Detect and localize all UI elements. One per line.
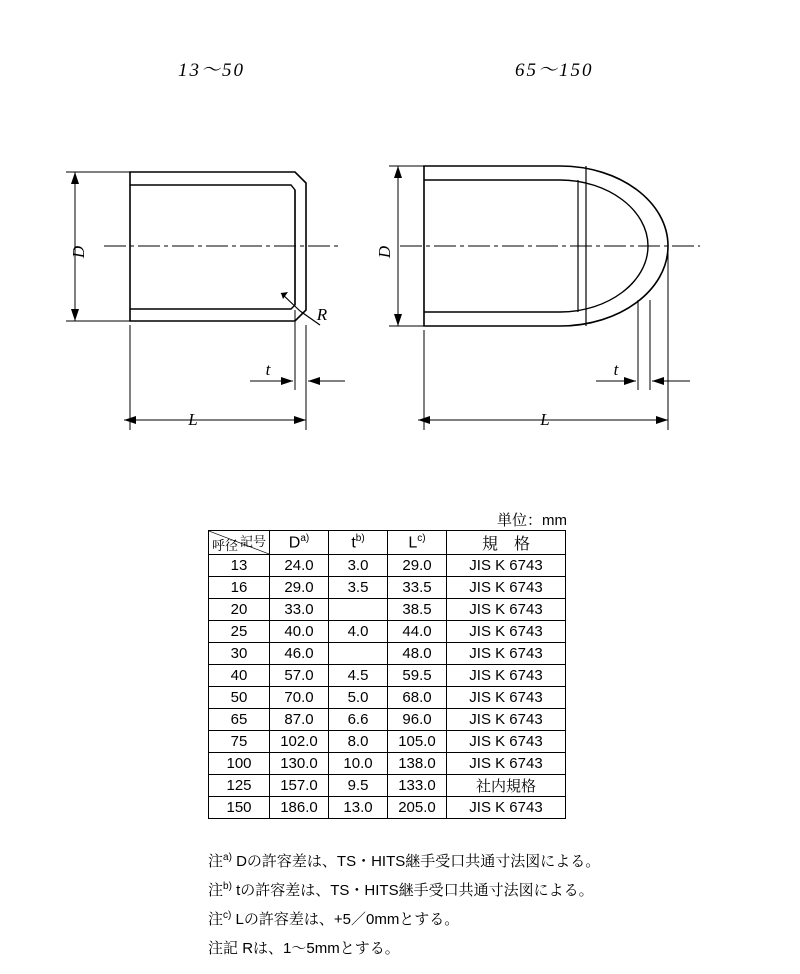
cell-d: 102.0 (270, 731, 329, 753)
left-figure-title: 13〜50 (178, 60, 246, 81)
cell-nominal-diameter: 65 (209, 709, 270, 731)
cell-t (329, 599, 388, 621)
cell-d: 70.0 (270, 687, 329, 709)
cell-nominal-diameter: 25 (209, 621, 270, 643)
cell-d: 57.0 (270, 665, 329, 687)
note-superscript: b) (223, 881, 232, 892)
note-superscript: a) (223, 852, 232, 863)
cell-l: 48.0 (388, 643, 447, 665)
header-d-text: D (288, 534, 301, 552)
cell-standard: JIS K 6743 (447, 577, 566, 599)
table-row (209, 599, 566, 621)
note-label: 注 (208, 853, 224, 870)
cell-standard: JIS K 6743 (447, 643, 566, 665)
cell-standard: JIS K 6743 (447, 621, 566, 643)
cell-d: 87.0 (270, 709, 329, 731)
header-d-sup: a) (300, 532, 310, 544)
header-l-sup: c) (417, 532, 426, 544)
left-d-label: D (69, 245, 88, 259)
cell-l: 68.0 (388, 687, 447, 709)
cell-t: 3.0 (329, 555, 388, 577)
header-symbol-diameter (209, 531, 270, 555)
header-t (329, 531, 388, 555)
header-l (388, 531, 447, 555)
cell-standard: JIS K 6743 (447, 599, 566, 621)
header-standard: 規 格 (447, 531, 566, 555)
table-row (209, 731, 566, 753)
header-t-sup: b) (355, 532, 365, 544)
cell-t: 6.6 (329, 709, 388, 731)
cell-d: 24.0 (270, 555, 329, 577)
table-row (209, 621, 566, 643)
cell-nominal-diameter: 125 (209, 775, 270, 797)
notes-block (208, 845, 600, 961)
cell-nominal-diameter: 13 (209, 555, 270, 577)
table-row (209, 797, 566, 819)
note-line (208, 874, 600, 903)
left-t-label: t (265, 360, 271, 379)
table-row (209, 775, 566, 797)
note-line (208, 845, 600, 874)
cell-standard: JIS K 6743 (447, 753, 566, 775)
left-r-label: R (316, 305, 328, 324)
cell-l: 138.0 (388, 753, 447, 775)
note-text: tの許容差は、TS・HITS継手受口共通寸法図による。 (236, 882, 594, 899)
cell-t: 3.5 (329, 577, 388, 599)
cell-l: 105.0 (388, 731, 447, 753)
note-text: Rは、1〜5mmとする。 (242, 940, 400, 957)
left-cap-outline (130, 172, 306, 321)
cell-l: 44.0 (388, 621, 447, 643)
header-nominal-label: 呼径 (212, 538, 239, 553)
cell-l: 38.5 (388, 599, 447, 621)
cell-nominal-diameter: 100 (209, 753, 270, 775)
cell-d: 157.0 (270, 775, 329, 797)
header-t-text: t (351, 534, 356, 552)
cell-standard: JIS K 6743 (447, 665, 566, 687)
cell-t: 8.0 (329, 731, 388, 753)
cell-standard: JIS K 6743 (447, 555, 566, 577)
cell-t: 13.0 (329, 797, 388, 819)
cell-d: 40.0 (270, 621, 329, 643)
note-label: 注記 (208, 940, 239, 957)
cell-t: 5.0 (329, 687, 388, 709)
cell-l: 205.0 (388, 797, 447, 819)
table-row (209, 577, 566, 599)
cell-t: 9.5 (329, 775, 388, 797)
header-l-text: L (408, 534, 418, 552)
table-row (209, 555, 566, 577)
cell-nominal-diameter: 20 (209, 599, 270, 621)
cell-standard: JIS K 6743 (447, 687, 566, 709)
note-superscript: c) (223, 910, 232, 921)
cell-nominal-diameter: 40 (209, 665, 270, 687)
left-l-label: L (188, 410, 198, 429)
cell-nominal-diameter: 150 (209, 797, 270, 819)
header-d (270, 531, 329, 555)
right-l-label: L (540, 410, 550, 429)
cell-l: 33.5 (388, 577, 447, 599)
cell-d: 130.0 (270, 753, 329, 775)
table-header-row (209, 531, 566, 555)
header-symbol-label: 記号 (239, 534, 266, 549)
right-figure-title: 65〜150 (515, 60, 594, 81)
cell-nominal-diameter: 75 (209, 731, 270, 753)
cell-nominal-diameter: 50 (209, 687, 270, 709)
cell-nominal-diameter: 30 (209, 643, 270, 665)
cell-t: 4.0 (329, 621, 388, 643)
right-d-label: D (375, 245, 394, 259)
note-label: 注 (208, 911, 224, 928)
table-row (209, 709, 566, 731)
cell-standard: 社内規格 (447, 775, 566, 797)
right-t-label: t (613, 360, 619, 379)
specification-table (208, 530, 566, 819)
unit-note: 単位：mm (497, 512, 567, 529)
cell-standard: JIS K 6743 (447, 709, 566, 731)
table-row (209, 753, 566, 775)
table-row (209, 665, 566, 687)
cell-d: 33.0 (270, 599, 329, 621)
cell-t (329, 643, 388, 665)
cell-l: 96.0 (388, 709, 447, 731)
note-line (208, 932, 600, 961)
cell-standard: JIS K 6743 (447, 797, 566, 819)
cell-l: 133.0 (388, 775, 447, 797)
cell-nominal-diameter: 16 (209, 577, 270, 599)
table-row (209, 643, 566, 665)
left-l-dimension (124, 325, 306, 430)
cell-d: 46.0 (270, 643, 329, 665)
cell-standard: JIS K 6743 (447, 731, 566, 753)
note-text: Lの許容差は、+5／0mmとする。 (235, 911, 460, 928)
cell-t: 10.0 (329, 753, 388, 775)
note-line (208, 903, 600, 932)
note-label: 注 (208, 882, 224, 899)
left-t-dimension (250, 310, 345, 390)
cell-d: 29.0 (270, 577, 329, 599)
note-text: Dの許容差は、TS・HITS継手受口共通寸法図による。 (236, 853, 601, 870)
cell-t: 4.5 (329, 665, 388, 687)
cell-l: 59.5 (388, 665, 447, 687)
cell-d: 186.0 (270, 797, 329, 819)
cell-l: 29.0 (388, 555, 447, 577)
table-row (209, 687, 566, 709)
